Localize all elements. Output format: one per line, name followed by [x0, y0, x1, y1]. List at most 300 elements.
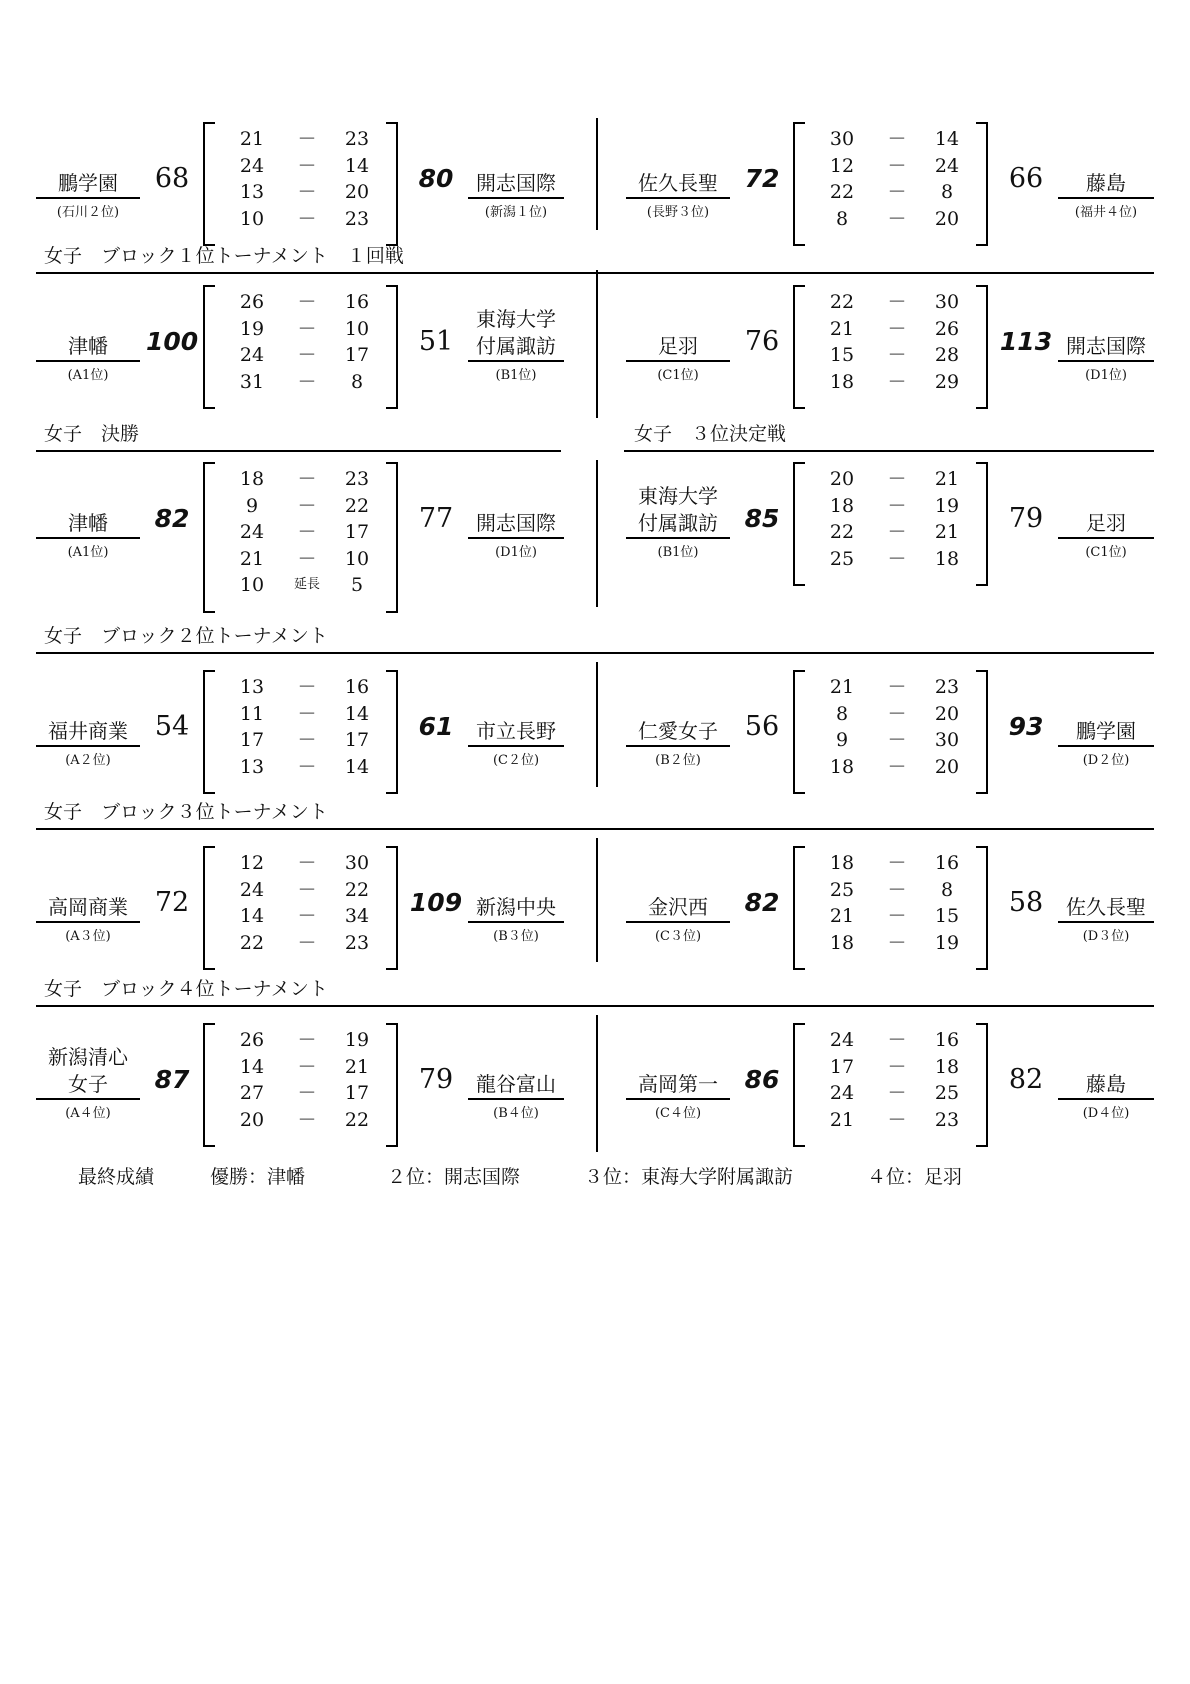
quarter-score-row: [822, 468, 972, 490]
left-team-score: 56: [744, 711, 780, 742]
right-team-score: 58: [1008, 887, 1044, 918]
quarter-right-score: 17: [344, 729, 370, 751]
quarter-left-score: 18: [829, 370, 855, 393]
quarter-score-row: [822, 1029, 972, 1051]
dash-separator: －: [297, 521, 317, 543]
quarter-right-score: 16: [344, 676, 370, 698]
left-team-seed: (A４位): [65, 1106, 111, 1121]
quarter-left-score: 12: [829, 154, 855, 177]
quarter-score-row: [232, 128, 382, 150]
quarter-right-score: 17: [344, 1082, 370, 1104]
quarter-right-score: 17: [344, 521, 370, 543]
quarter-left-score: 20: [239, 1108, 265, 1131]
right-team-name: 東海大学: [476, 307, 556, 331]
dash-separator: －: [887, 370, 907, 393]
dash-separator: －: [297, 317, 317, 340]
bracket-right: [386, 462, 398, 613]
dash-separator: －: [887, 128, 907, 150]
quarter-left-score: 30: [829, 128, 855, 150]
quarter-left-score: 15: [829, 344, 855, 366]
right-team-underline: [468, 360, 564, 362]
right-team-underline: [1058, 1098, 1154, 1100]
right-team-score: 51: [418, 326, 454, 357]
quarter-score-row: [822, 495, 972, 517]
bracket-left: [793, 1023, 805, 1147]
quarter-right-score: 14: [934, 128, 960, 150]
quarter-right-score: 22: [344, 878, 370, 901]
left-team-underline: [626, 537, 730, 539]
quarter-score-row: [232, 932, 382, 954]
right-team-seed: (D1位): [495, 545, 537, 560]
quarter-score-row: [822, 1056, 972, 1078]
quarter-score-row: [822, 852, 972, 874]
right-team-score: 79: [418, 1064, 454, 1095]
left-team-name: 足羽: [658, 334, 698, 358]
dash-separator: －: [887, 344, 907, 366]
bracket-right: [976, 846, 988, 970]
quarter-right-score: 8: [350, 370, 364, 393]
quarter-right-score: 30: [934, 291, 960, 313]
quarter-left-score: 20: [829, 468, 855, 490]
quarter-score-row: [822, 932, 972, 954]
quarter-right-score: 34: [344, 905, 370, 927]
section-heading-third-place: 女子 ３位決定戦: [624, 422, 1154, 452]
dash-separator: －: [297, 128, 317, 150]
left-team-name: 東海大学: [638, 484, 718, 508]
dash-separator: －: [887, 1108, 907, 1131]
quarter-left-score: 21: [829, 676, 855, 698]
dash-separator: －: [297, 852, 317, 874]
dash-separator: －: [297, 181, 317, 203]
left-team-underline: [36, 537, 140, 539]
column-divider: [596, 662, 598, 787]
quarter-score-row: [822, 729, 972, 751]
quarter-right-score: 30: [344, 852, 370, 874]
bracket-left: [203, 122, 215, 246]
left-team-underline: [626, 1098, 730, 1100]
final-results-third: ３位：東海大学附属諏訪: [584, 1166, 794, 1188]
quarter-left-score: 17: [829, 1055, 855, 1078]
left-team-name: 鵬学園: [58, 171, 118, 195]
left-team-score: 87: [154, 1065, 190, 1094]
bracket-right: [386, 122, 398, 246]
left-team-score: 100: [146, 327, 199, 356]
quarter-left-score: 18: [829, 931, 855, 954]
quarter-score-row: [822, 371, 972, 393]
right-team-seed: (D２位): [1082, 753, 1130, 768]
bracket-left: [203, 285, 215, 409]
quarter-right-score: 23: [934, 1108, 960, 1131]
dash-separator: －: [297, 878, 317, 901]
column-divider: [596, 118, 598, 230]
quarter-score-row: [232, 1082, 382, 1104]
dash-separator: －: [887, 1029, 907, 1051]
quarter-left-score: 26: [239, 1029, 265, 1051]
right-team-name: 開志国際: [476, 171, 556, 195]
left-team-name: 福井商業: [48, 719, 128, 743]
quarter-right-score: 23: [344, 931, 370, 954]
right-team-name: 開志国際: [476, 511, 556, 535]
bracket-right: [386, 846, 398, 970]
dash-separator: －: [887, 207, 907, 230]
quarter-score-row: [232, 344, 382, 366]
quarter-score-row: [822, 344, 972, 366]
left-team-seed: (A1位): [67, 545, 109, 560]
dash-separator: －: [887, 1055, 907, 1078]
quarter-left-score: 18: [829, 494, 855, 517]
right-team-underline: [1058, 921, 1154, 923]
quarter-left-score: 19: [239, 317, 265, 340]
left-team-seed: (A２位): [65, 753, 111, 768]
dash-separator: －: [297, 494, 317, 517]
dash-separator: －: [297, 370, 317, 393]
dash-separator: －: [297, 905, 317, 927]
dash-separator: －: [887, 702, 907, 725]
quarter-right-score: 14: [344, 702, 370, 725]
quarter-score-row: [232, 208, 382, 230]
quarter-left-score: 31: [239, 370, 265, 393]
quarter-score-row: [822, 128, 972, 150]
quarter-left-score: 24: [239, 878, 265, 901]
right-team-underline: [1058, 197, 1154, 199]
final-results-label: 最終成績: [78, 1166, 155, 1188]
left-team-seed: (石川２位): [56, 205, 120, 220]
right-team-score: 113: [999, 327, 1053, 356]
right-team-underline: [1058, 745, 1154, 747]
quarter-score-row: [232, 756, 382, 778]
quarter-right-score: 10: [344, 547, 370, 570]
column-divider: [596, 1015, 598, 1152]
right-team-seed: (C２位): [492, 753, 540, 768]
bracket-right: [386, 285, 398, 409]
right-team-name: 鵬学園: [1076, 719, 1136, 743]
quarter-left-score: 25: [829, 547, 855, 570]
dash-separator: －: [887, 755, 907, 778]
quarter-right-score: 22: [344, 494, 370, 517]
dash-separator: －: [297, 1055, 317, 1078]
quarter-left-score: 13: [239, 181, 265, 203]
column-divider: [596, 270, 598, 418]
quarter-score-row: [232, 729, 382, 751]
quarter-left-score: 18: [829, 755, 855, 778]
quarter-score-row: [822, 521, 972, 543]
quarter-left-score: 25: [829, 878, 855, 901]
right-team-seed: (B４位): [493, 1106, 539, 1121]
left-team-seed: (A３位): [65, 929, 111, 944]
quarter-left-score: 8: [835, 207, 849, 230]
quarter-right-score: 15: [934, 905, 960, 927]
quarter-right-score: 10: [344, 317, 370, 340]
quarter-score-row: [822, 905, 972, 927]
right-team-score: 109: [409, 888, 463, 917]
dash-separator: －: [887, 494, 907, 517]
quarter-left-score: 13: [239, 755, 265, 778]
bracket-right: [976, 462, 988, 586]
quarter-score-row: [232, 155, 382, 177]
final-results-first: 優勝：津幡: [210, 1166, 306, 1188]
dash-separator: －: [887, 547, 907, 570]
right-team-seed: (D４位): [1082, 1106, 1130, 1121]
quarter-score-row: [822, 181, 972, 203]
dash-separator: －: [887, 905, 907, 927]
left-team-underline: [626, 360, 730, 362]
quarter-right-score: 8: [940, 878, 954, 901]
quarter-right-score: 21: [344, 1055, 370, 1078]
quarter-left-score: 22: [829, 291, 855, 313]
left-team-underline: [626, 745, 730, 747]
dash-separator: －: [297, 154, 317, 177]
quarter-score-row: [232, 548, 382, 570]
dash-separator: －: [887, 729, 907, 751]
quarter-score-row: [232, 371, 382, 393]
section-heading-block1: 女子 ブロック１位トーナメント １回戦: [36, 244, 1154, 274]
left-team-name: 津幡: [68, 511, 108, 535]
right-team-name: 開志国際: [1066, 334, 1146, 358]
dash-separator: －: [887, 1082, 907, 1104]
right-team-seed: (B３位): [493, 929, 539, 944]
left-team-name: 津幡: [68, 334, 108, 358]
quarter-score-row: [822, 155, 972, 177]
bracket-right: [386, 1023, 398, 1147]
quarter-right-score: 14: [344, 154, 370, 177]
dash-separator: －: [297, 755, 317, 778]
left-team-name: 新潟清心: [48, 1045, 128, 1069]
quarter-left-score: 24: [239, 521, 265, 543]
left-team-name: 金沢西: [648, 895, 708, 919]
left-team-score: 68: [154, 163, 190, 194]
right-team-name: 藤島: [1086, 1072, 1126, 1096]
quarter-left-score: 11: [239, 702, 265, 725]
quarter-right-score: 20: [934, 207, 960, 230]
right-team-name: 新潟中央: [476, 895, 556, 919]
left-team-seed: (C３位): [654, 929, 702, 944]
quarter-left-score: 21: [829, 905, 855, 927]
section-heading-block4: 女子 ブロック４位トーナメント: [36, 977, 1154, 1007]
quarter-score-row: [232, 905, 382, 927]
left-team-score: 72: [744, 164, 780, 193]
quarter-score-row: [232, 676, 382, 698]
quarter-left-score: 14: [239, 905, 265, 927]
left-team-name: 付属諏訪: [638, 511, 718, 535]
right-team-underline: [468, 745, 564, 747]
left-team-underline: [36, 360, 140, 362]
quarter-right-score: 22: [344, 1108, 370, 1131]
left-team-underline: [36, 197, 140, 199]
dash-separator: －: [887, 317, 907, 340]
bracket-left: [793, 846, 805, 970]
quarter-score-row: [822, 879, 972, 901]
quarter-right-score: 19: [344, 1029, 370, 1051]
left-team-name: 高岡商業: [48, 895, 128, 919]
right-team-score: 77: [418, 503, 454, 534]
quarter-score-row: [232, 1109, 382, 1131]
left-team-seed: (B２位): [655, 753, 701, 768]
column-divider: [596, 460, 598, 607]
quarter-score-row: [232, 181, 382, 203]
quarter-right-score: 16: [344, 291, 370, 313]
quarter-left-score: 24: [829, 1029, 855, 1051]
right-team-name: 付属諏訪: [476, 334, 556, 358]
quarter-score-row: [822, 1082, 972, 1104]
left-team-score: 72: [154, 887, 190, 918]
bracket-left: [793, 285, 805, 409]
quarter-score-row: [232, 703, 382, 725]
quarter-right-score: 23: [934, 676, 960, 698]
quarter-left-score: 9: [835, 729, 849, 751]
quarter-left-score: 22: [829, 181, 855, 203]
quarter-left-score: 22: [239, 931, 265, 954]
left-team-name: 佐久長聖: [638, 171, 718, 195]
left-team-score: 76: [744, 326, 780, 357]
quarter-right-score: 20: [934, 755, 960, 778]
left-team-name: 仁愛女子: [638, 719, 718, 743]
quarter-right-score: 14: [344, 755, 370, 778]
dash-separator: －: [297, 676, 317, 698]
quarter-score-row: [232, 318, 382, 340]
quarter-right-score: 19: [934, 494, 960, 517]
bracket-left: [203, 1023, 215, 1147]
quarter-score-row: [822, 1109, 972, 1131]
dash-separator: －: [297, 702, 317, 725]
quarter-score-row: [232, 468, 382, 490]
quarter-left-score: 8: [835, 702, 849, 725]
bracket-left: [203, 670, 215, 794]
quarter-right-score: 8: [940, 181, 954, 203]
left-team-score: 86: [744, 1065, 780, 1094]
dash-separator: －: [297, 291, 317, 313]
dash-separator: －: [887, 291, 907, 313]
quarter-right-score: 5: [350, 574, 364, 596]
left-team-underline: [626, 197, 730, 199]
dash-separator: －: [297, 207, 317, 230]
section-heading-final: 女子 決勝: [36, 422, 561, 452]
quarter-right-score: 30: [934, 729, 960, 751]
left-team-underline: [36, 921, 140, 923]
quarter-right-score: 18: [934, 547, 960, 570]
quarter-right-score: 23: [344, 468, 370, 490]
quarter-left-score: 22: [829, 521, 855, 543]
left-team-seed: (C1位): [657, 368, 699, 383]
quarter-left-score: 26: [239, 291, 265, 313]
right-team-name: 龍谷富山: [476, 1072, 556, 1096]
right-team-score: 61: [418, 712, 454, 741]
quarter-score-row: [232, 495, 382, 517]
dash-separator: －: [887, 468, 907, 490]
quarter-score-row: [232, 1029, 382, 1051]
right-team-seed: (新潟１位): [484, 205, 548, 220]
quarter-score-row: [822, 318, 972, 340]
quarter-left-score: 24: [239, 344, 265, 366]
left-team-seed: (B1位): [657, 545, 699, 560]
right-team-seed: (福井４位): [1074, 205, 1138, 220]
bracket-right: [976, 1023, 988, 1147]
right-team-seed: (D1位): [1085, 368, 1127, 383]
right-team-underline: [468, 197, 564, 199]
quarter-score-row: [822, 703, 972, 725]
quarter-right-score: 28: [934, 344, 960, 366]
quarter-right-score: 19: [934, 931, 960, 954]
right-team-underline: [1058, 537, 1154, 539]
quarter-left-score: 17: [239, 729, 265, 751]
left-team-score: 82: [154, 504, 190, 533]
left-team-score: 54: [154, 711, 190, 742]
quarter-right-score: 26: [934, 317, 960, 340]
dash-separator: －: [887, 878, 907, 901]
quarter-score-row: [822, 676, 972, 698]
quarter-left-score: 12: [239, 852, 265, 874]
quarter-left-score: 18: [239, 468, 265, 490]
right-team-underline: [468, 921, 564, 923]
section-heading-block2: 女子 ブロック２位トーナメント: [36, 624, 1154, 654]
dash-separator: －: [297, 547, 317, 570]
bracket-right: [386, 670, 398, 794]
dash-separator: －: [887, 154, 907, 177]
quarter-score-row: [822, 291, 972, 313]
right-team-score: 82: [1008, 1064, 1044, 1095]
quarter-left-score: 13: [239, 676, 265, 698]
left-team-name: 女子: [68, 1072, 108, 1096]
left-team-seed: (長野３位): [646, 205, 710, 220]
left-team-seed: (C４位): [654, 1106, 702, 1121]
dash-separator: －: [297, 344, 317, 366]
quarter-right-score: 21: [934, 468, 960, 490]
quarter-right-score: 20: [934, 702, 960, 725]
dash-separator: －: [297, 1082, 317, 1104]
right-team-score: 93: [1008, 712, 1044, 741]
bracket-right: [976, 285, 988, 409]
dash-separator: －: [887, 852, 907, 874]
quarter-score-row: [232, 291, 382, 313]
dash-separator: －: [297, 729, 317, 751]
quarter-score-row: [822, 548, 972, 570]
dash-separator: －: [887, 676, 907, 698]
quarter-left-score: 21: [829, 317, 855, 340]
left-team-score: 82: [744, 888, 780, 917]
left-team-underline: [626, 921, 730, 923]
quarter-score-row: [232, 879, 382, 901]
quarter-left-score: 21: [829, 1108, 855, 1131]
quarter-right-score: 29: [934, 370, 960, 393]
bracket-left: [793, 670, 805, 794]
dash-separator: －: [887, 181, 907, 203]
quarter-score-row: [232, 574, 382, 596]
right-team-name: 足羽: [1086, 511, 1126, 535]
quarter-right-score: 20: [344, 181, 370, 203]
right-team-name: 市立長野: [476, 719, 556, 743]
left-team-score: 85: [744, 504, 780, 533]
right-team-score: 79: [1008, 503, 1044, 534]
bracket-left: [793, 122, 805, 246]
quarter-left-score: 21: [239, 128, 265, 150]
bracket-right: [976, 670, 988, 794]
quarter-score-row: [232, 521, 382, 543]
quarter-right-score: 16: [934, 1029, 960, 1051]
quarter-right-score: 17: [344, 344, 370, 366]
quarter-right-score: 23: [344, 128, 370, 150]
quarter-score-row: [232, 852, 382, 874]
quarter-left-score: 21: [239, 547, 265, 570]
left-team-underline: [36, 1098, 140, 1100]
overtime-label: 延長: [293, 577, 320, 592]
dash-separator: －: [887, 931, 907, 954]
quarter-score-row: [822, 756, 972, 778]
quarter-left-score: 24: [829, 1082, 855, 1104]
quarter-right-score: 24: [934, 154, 960, 177]
final-results-fourth: ４位：足羽: [867, 1166, 963, 1188]
left-team-seed: (A1位): [67, 368, 109, 383]
quarter-left-score: 18: [829, 852, 855, 874]
column-divider: [596, 838, 598, 962]
